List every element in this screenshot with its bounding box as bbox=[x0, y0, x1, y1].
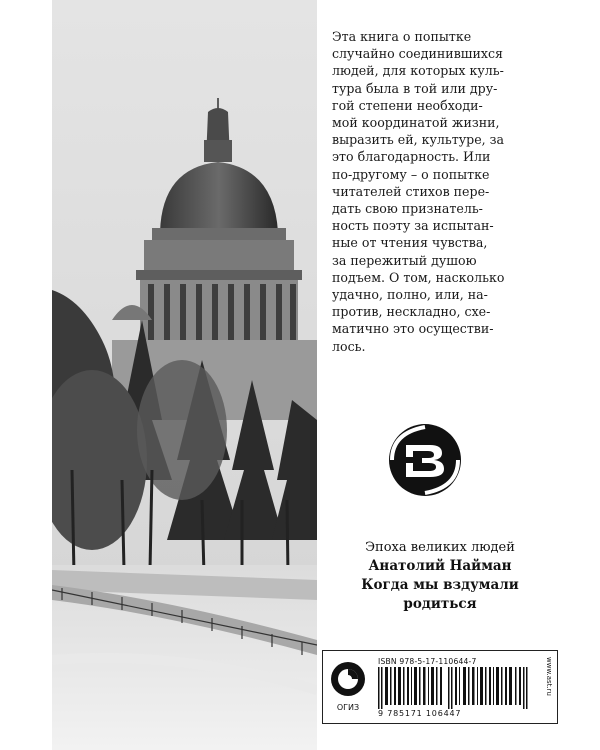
description-line: против, нескладно, схе- bbox=[332, 304, 491, 320]
description-line: случайно соединившихся bbox=[332, 46, 503, 62]
author-name: Анатолий Найман bbox=[368, 558, 512, 574]
description-line: Эта книга о попытке bbox=[332, 29, 472, 44]
description-line: матично это осуществи- bbox=[332, 321, 494, 337]
imprint-name: ОГИЗ bbox=[336, 703, 360, 712]
ast-logo-icon bbox=[386, 421, 464, 499]
description-line: гой степени необходи- bbox=[332, 97, 483, 113]
description-line: за пережитый душою bbox=[332, 252, 477, 268]
book-back-cover bbox=[52, 0, 572, 750]
description-line: по-другому – о попытке bbox=[332, 166, 490, 182]
barcode-block bbox=[322, 650, 558, 724]
description-line: мой координатой жизни, bbox=[332, 115, 500, 131]
barcode-bars bbox=[378, 667, 528, 709]
description-line: читателей стихов пере- bbox=[332, 183, 490, 199]
description-line: подъем. О том, насколько bbox=[332, 269, 505, 285]
description-line: людей, для которых куль- bbox=[332, 63, 504, 79]
publisher-website: www.ast.ru bbox=[545, 657, 553, 696]
description-line: дать свою признатель- bbox=[332, 201, 483, 217]
cathedral-winter-image bbox=[52, 0, 317, 750]
series-name: Эпоха великих людей bbox=[365, 540, 515, 555]
isbn-text: ISBN 978-5-17-110644-7 bbox=[378, 657, 477, 666]
description-line: лось. bbox=[332, 338, 366, 354]
book-description bbox=[332, 28, 550, 355]
description-line: это благодарность. Или bbox=[332, 149, 491, 165]
cathedral-photo bbox=[52, 0, 317, 750]
description-line: тура была в той или дру- bbox=[332, 80, 498, 96]
book-title-line: родиться bbox=[403, 596, 477, 612]
barcode-number: 9 785171 106447 bbox=[378, 709, 462, 718]
description-line: удачно, полно, или, на- bbox=[332, 287, 488, 303]
description-line: ность поэту за испытан- bbox=[332, 218, 494, 234]
description-line: ные от чтения чувства, bbox=[332, 235, 488, 251]
description-line: выразить ей, культуре, за bbox=[332, 132, 505, 148]
book-credits bbox=[322, 538, 558, 614]
book-title-line: Когда мы вздумали bbox=[361, 577, 519, 593]
